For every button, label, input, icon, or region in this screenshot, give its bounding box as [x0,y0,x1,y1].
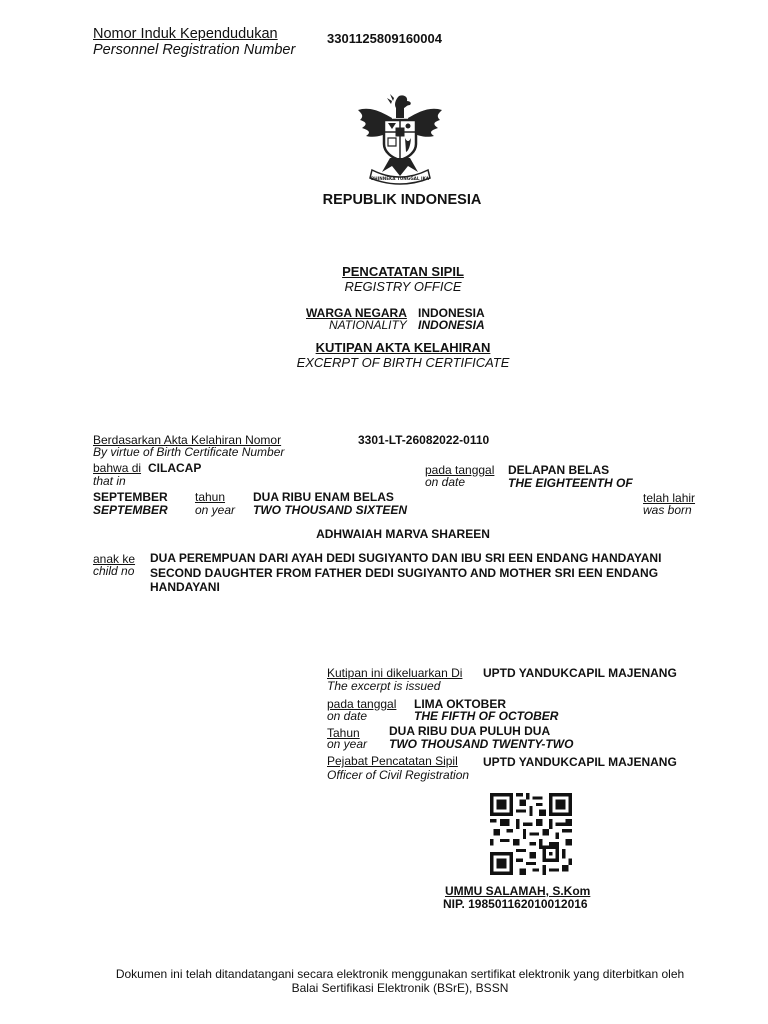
issue-year-label-en: on year [327,737,368,751]
birth-month-value: SEPTEMBER [93,490,168,504]
child-no-label: anak ke [93,552,136,566]
nationality-value: INDONESIA [418,306,485,320]
issue-date-value-en: THE FIFTH OF OCTOBER [414,709,559,723]
document-title-en: EXCERPT OF BIRTH CERTIFICATE [296,355,510,370]
issued-at-value: UPTD YANDUKCAPIL MAJENANG [483,666,677,680]
birth-year-value: DUA RIBU ENAM BELAS [253,490,394,504]
birth-date-value: DELAPAN BELAS [508,463,610,477]
birth-date-label: pada tanggal [425,463,495,477]
document-title: KUTIPAN AKTA KELAHIRAN [315,340,491,355]
officer-label-en: Officer of Civil Registration [327,768,470,782]
nationality-label: WARGA NEGARA [306,306,407,320]
nik-label: Nomor Induk Kependudukan [93,26,278,42]
birth-place-label-en: that in [93,474,126,488]
birth-year-label: tahun [195,490,226,504]
birth-year-label-en: on year [195,503,236,517]
issue-year-value: DUA RIBU DUA PULUH DUA [389,724,551,738]
garuda-emblem-icon [352,92,448,188]
child-no-value-en: SECOND DAUGHTER FROM FATHER DEDI SUGIYANTO AND MOTHER SRI EEN ENDANG HANDAYANI [150,566,659,594]
child-no-value: DUA PEREMPUAN DARI AYAH DEDI SUGIYANTO DAN IBU SRI EEN ENDANG HANDAYANI [150,551,662,565]
signatory-nip: NIP. 198501162010012016 [443,897,588,911]
footer-line-1: Dokumen ini telah ditandatangani secara elektronik menggunakan sertifikat elektronik yang diterbitkan oleh [115,967,685,981]
birth-place-label: bahwa di [93,461,142,475]
born-label-en: was born [643,503,692,517]
child-no-label-en: child no [93,564,135,578]
issued-at-label: Kutipan ini dikeluarkan Di [327,666,463,680]
child-name: ADHWAIAH MARVA SHAREEN [316,527,490,541]
issue-date-label: pada tanggal [327,697,397,711]
birth-date-label-en: on date [425,475,466,489]
officer-value: UPTD YANDUKCAPIL MAJENANG [483,755,677,769]
born-label: telah lahir [643,491,696,505]
nik-label-en: Personnel Registration Number [93,42,296,58]
issue-year-value-en: TWO THOUSAND TWENTY-TWO [389,737,574,751]
officer-label: Pejabat Pencatatan Sipil [327,754,458,768]
nik-value: 3301125809160004 [327,31,442,46]
nationality-label-en: NATIONALITY [329,318,407,332]
signatory-name: UMMU SALAMAH, S.Kom [445,884,591,898]
cert-number-label-en: By virtue of Birth Certificate Number [93,445,285,459]
emblem-motto: BHINNEKA TUNGGAL IKA [370,176,430,181]
nationality-value-en: INDONESIA [418,318,485,332]
cert-number-label: Berdasarkan Akta Kelahiran Nomor [93,433,282,447]
birth-date-value-en: THE EIGHTEENTH OF [508,476,633,490]
issue-date-label-en: on date [327,709,368,723]
issue-date-value: LIMA OKTOBER [414,697,506,711]
birth-place-value: CILACAP [148,461,202,475]
office-title-en: REGISTRY OFFICE [344,279,462,294]
footer-line-2: Balai Sertifikasi Elektronik (BSrE), BSSN [291,981,509,995]
cert-number-value: 3301-LT-26082022-0110 [358,433,490,447]
birth-month-value-en: SEPTEMBER [93,503,168,517]
country-title: REPUBLIK INDONESIA [322,192,482,208]
birth-year-value-en: TWO THOUSAND SIXTEEN [253,503,408,517]
issue-year-label: Tahun [327,726,360,740]
issued-at-label-en: The excerpt is issued [327,679,441,693]
qr-code-icon[interactable] [490,793,572,875]
office-title: PENCATATAN SIPIL [342,264,464,279]
